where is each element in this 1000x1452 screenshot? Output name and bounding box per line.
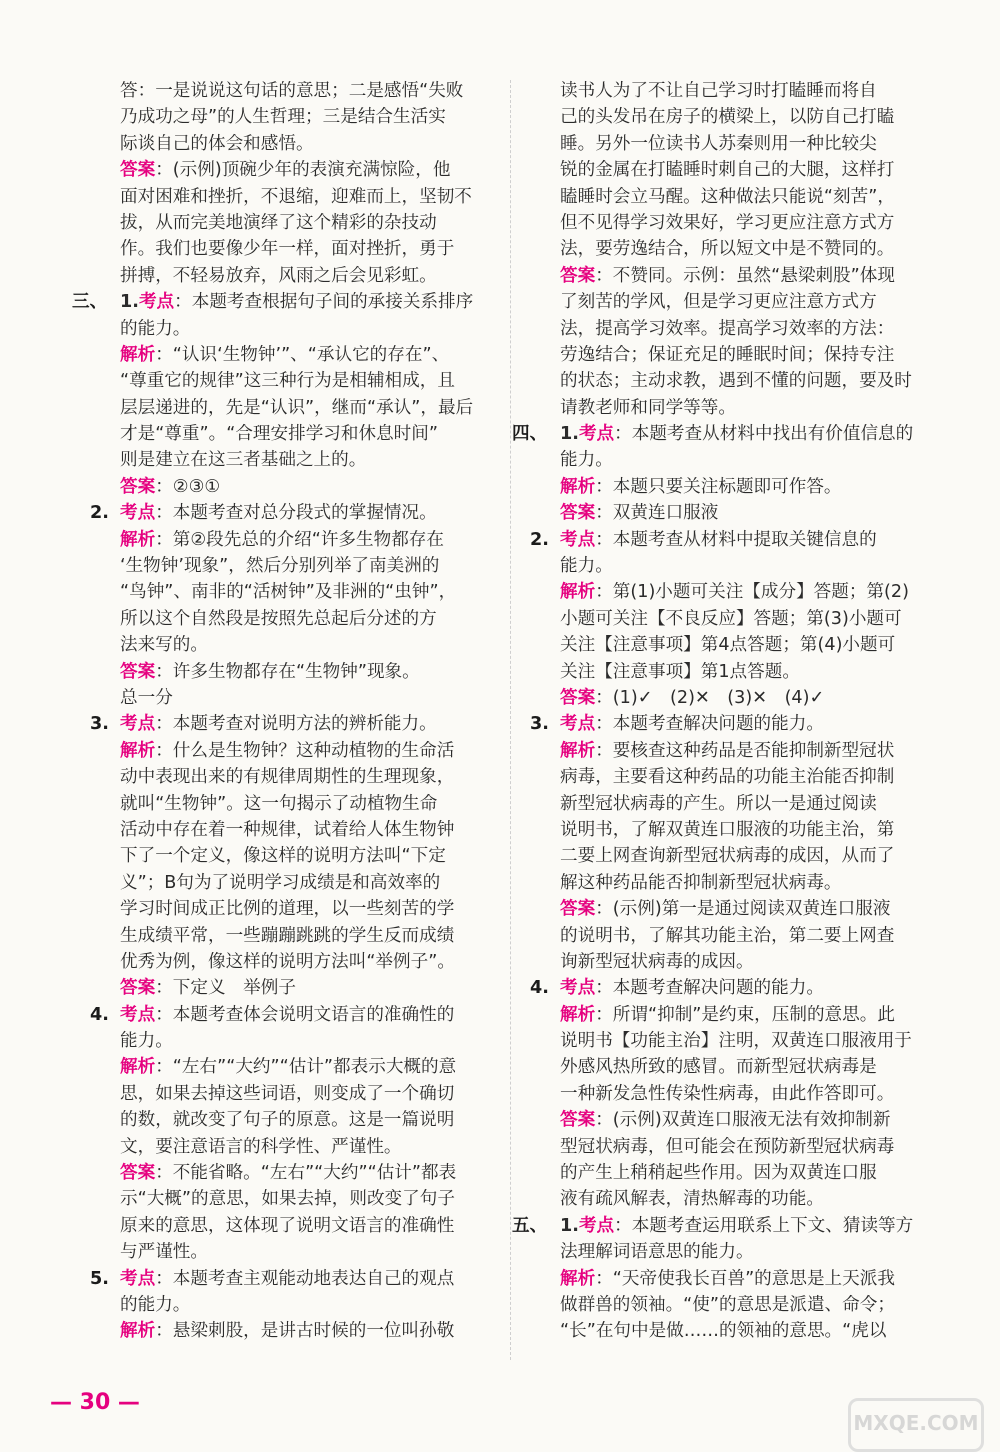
line-text: ：本题考查主观能动地表达自己的观点 [155, 1268, 455, 1289]
text-line [90, 1134, 490, 1160]
label-analysis: 解析 [560, 1268, 596, 1289]
line-text: 劳逸结合；保证充足的睡眠时间；保持专注 [560, 344, 895, 365]
text-line [530, 659, 930, 685]
line-text: ：不赞同。示例：虽然“悬梁刺股”体现 [595, 265, 895, 286]
text-line [530, 738, 930, 764]
line-text: 乃成功之母”的人生哲理；三是结合生活实 [120, 107, 446, 128]
line-text: 活动中存在着一种规律，试着给人体生物钟 [120, 819, 455, 840]
question-number: 1. [560, 1215, 579, 1236]
text-line [90, 1318, 490, 1344]
text-line [90, 1028, 490, 1054]
line-text: 的说明书，了解其功能主治，第二要上网查 [560, 925, 895, 946]
text-line [90, 131, 490, 157]
line-text: ：本题考查从材料中提取关键信息的 [595, 529, 877, 550]
line-text: 新型冠状病毒的产生。所以一是通过阅读 [560, 793, 877, 814]
right-column [512, 78, 930, 1345]
text-line [530, 236, 930, 262]
text-line [530, 342, 930, 368]
line-text: 文，要注意语言的科学性、严谨性。 [120, 1136, 402, 1157]
line-text: ：本题考查运用联系上下文、猜读等方 [614, 1215, 914, 1236]
question-number: 3. [530, 714, 549, 735]
text-line [90, 368, 490, 394]
text-line [90, 579, 490, 605]
line-text: 外感风热所致的感冒。而新型冠状病毒是 [560, 1057, 877, 1078]
question-number: 3. [90, 714, 109, 735]
line-text: 原来的意思，这体现了说明文语言的准确性 [120, 1215, 455, 1236]
text-line [530, 553, 930, 579]
text-line [90, 342, 490, 368]
text-line [530, 1054, 930, 1080]
line-text: ：(示例)第一是通过阅读双黄连口服液 [595, 899, 891, 920]
line-text: ：双黄连口服液 [595, 503, 719, 524]
question-number: 1. [120, 292, 139, 313]
text-line [512, 1213, 930, 1239]
text-line [90, 659, 490, 685]
label-analysis: 解析 [120, 740, 156, 761]
line-text: 关注【注意事项】第4点答题；第(4)小题可 [560, 635, 896, 656]
line-text: 法理解词语意思的能力。 [560, 1242, 754, 1263]
text-line [90, 975, 490, 1001]
label-analysis: 解析 [560, 476, 596, 497]
label-answer: 答案 [120, 978, 156, 999]
text-line [90, 738, 490, 764]
label-analysis: 解析 [120, 1057, 156, 1078]
line-text: 病毒，主要看这种药品的功能主治能否抑制 [560, 767, 895, 788]
text-line [90, 1213, 490, 1239]
text-line [530, 843, 930, 869]
text-line [72, 289, 490, 315]
text-line [530, 1002, 930, 1028]
line-text: 就叫“生物钟”。这一句揭示了动植物生命 [120, 793, 438, 814]
text-line [90, 711, 490, 737]
text-line [530, 1160, 930, 1186]
text-line [530, 1081, 930, 1107]
line-text: “尊重它的规律”这三种行为是相辅相成，且 [120, 371, 455, 392]
question-number: 5. [90, 1268, 109, 1289]
label-key-point: 考点 [560, 714, 596, 735]
text-line [90, 923, 490, 949]
text-line [90, 870, 490, 896]
line-text: ：“天帝使我长百兽”的意思是上天派我 [595, 1268, 895, 1289]
watermark-logo: MXQE.COM [848, 1398, 984, 1452]
text-line [530, 1134, 930, 1160]
text-line [90, 421, 490, 447]
line-text: 法，提高学习效率。提高学习效率的方法： [560, 318, 895, 339]
text-line [530, 975, 930, 1001]
line-text: ：本题考查对总分段式的掌握情况。 [155, 503, 437, 524]
label-key-point: 考点 [560, 529, 596, 550]
text-line [90, 1002, 490, 1028]
line-text: 层层递进的，先是“认识”，继而“承认”，最后 [120, 397, 474, 418]
line-text: ：不能省略。“左右”“大约”“估计”都表 [155, 1163, 457, 1184]
line-text: 能力。 [560, 450, 613, 471]
text-line [90, 474, 490, 500]
text-line [530, 1292, 930, 1318]
text-line [90, 896, 490, 922]
text-line [90, 1239, 490, 1265]
line-text: 了刻苦的学风，但是学习更应注意方式方 [560, 292, 877, 313]
text-line [90, 949, 490, 975]
text-line [530, 527, 930, 553]
text-line [530, 368, 930, 394]
line-text: ：(示例)顶碗少年的表演充满惊险，他 [155, 160, 451, 181]
line-text: ：本题只要关注标题即可作答。 [595, 476, 842, 497]
text-line [90, 78, 490, 104]
label-key-point: 考点 [560, 978, 596, 999]
text-line [90, 1107, 490, 1133]
line-text: ：(示例)双黄连口服液无法有效抑制新 [595, 1110, 891, 1131]
line-text: 二要上网查询新型冠状病毒的成因，从而了 [560, 846, 895, 867]
line-text: 锐的金属在打瞌睡时刺自己的大腿，这样打 [560, 160, 895, 181]
line-text: 拼搏，不轻易放弃，风雨之后会见彩虹。 [120, 265, 437, 286]
page-number: — 30 — [50, 1390, 140, 1415]
label-answer: 答案 [120, 476, 156, 497]
line-text: 义”；B句为了说明学习成绩是和高效率的 [120, 872, 441, 893]
label-key-point: 考点 [138, 292, 175, 313]
line-text: ：“左右”“大约”“估计”都表示大概的意 [155, 1057, 457, 1078]
text-line [90, 157, 490, 183]
line-text: 下了一个定义，像这样的说明方法叫“下定 [120, 846, 446, 867]
line-text: 答：一是说说这句话的意思；二是感悟“失败 [120, 81, 464, 101]
text-line [530, 104, 930, 130]
line-text: 的数，就改变了句子的原意。这是一篇说明 [120, 1110, 455, 1131]
line-text: 的状态；主动求教，遇到不懂的问题，要及时 [560, 371, 912, 392]
label-analysis: 解析 [560, 740, 596, 761]
question-number: 2. [530, 529, 549, 550]
text-line [530, 870, 930, 896]
line-text: 液有疏风解表，清热解毒的功能。 [560, 1189, 824, 1210]
text-line [530, 949, 930, 975]
section-number: 四、 [512, 424, 548, 445]
label-answer: 答案 [560, 687, 596, 708]
label-key-point: 考点 [120, 1004, 156, 1025]
text-line [90, 1292, 490, 1318]
line-text: “鸟钟”、南非的“活树钟”及非洲的“虫钟”， [120, 582, 457, 603]
text-line [530, 78, 930, 104]
text-line [90, 764, 490, 790]
line-text: “长”在句中是做……的领袖的意思。“虎以 [560, 1321, 887, 1342]
text-line [530, 896, 930, 922]
line-text: 瞌睡时会立马醒。这种做法只能说“刻苦”， [560, 186, 895, 207]
label-answer: 答案 [120, 661, 156, 682]
line-text: ：本题考查根据句子间的承接关系排序 [174, 292, 474, 313]
label-analysis: 解析 [560, 582, 596, 603]
text-line [530, 1107, 930, 1133]
line-text: 小题可关注【不良反应】答题；第(3)小题可 [560, 608, 902, 629]
line-text: 作。我们也要像少年一样，面对挫折，勇于 [120, 239, 455, 260]
text-line [90, 236, 490, 262]
text-line [90, 395, 490, 421]
text-line [530, 791, 930, 817]
text-line [90, 606, 490, 632]
line-text: 询新型冠状病毒的成因。 [560, 951, 754, 972]
text-line [90, 527, 490, 553]
text-line [90, 1266, 490, 1292]
line-text: ：本题考查体会说明文语言的准确性的 [155, 1004, 455, 1025]
line-text: 与严谨性。 [120, 1242, 208, 1263]
line-text: 的能力。 [120, 1294, 191, 1315]
text-line [530, 685, 930, 711]
line-text: 才是“尊重”。“合理安排学习和休息时间” [120, 424, 438, 445]
text-line [90, 843, 490, 869]
line-text: ：本题考查解决问题的能力。 [595, 714, 824, 735]
label-answer: 答案 [560, 899, 596, 920]
text-line [90, 210, 490, 236]
line-text: 示“大概”的意思，如果去掉，则改变了句子 [120, 1189, 455, 1210]
label-answer: 答案 [560, 265, 596, 286]
text-line [90, 553, 490, 579]
text-line [530, 210, 930, 236]
text-line [530, 316, 930, 342]
line-text: 睡。另外一位读书人苏秦则用一种比较尖 [560, 133, 877, 154]
line-text: ：第②段先总的介绍“许多生物都存在 [155, 529, 444, 550]
text-line [530, 1186, 930, 1212]
line-text: 际谈自己的体会和感悟。 [120, 133, 314, 154]
text-line [530, 263, 930, 289]
text-line [90, 817, 490, 843]
text-line [530, 474, 930, 500]
text-line [530, 500, 930, 526]
text-line [530, 923, 930, 949]
line-text: ：“认识‘生物钟’”、“承认它的存在”、 [155, 344, 450, 365]
line-text: 所以这个自然段是按照先总起后分述的方 [120, 608, 437, 629]
line-text: 则是建立在这三者基础之上的。 [120, 450, 367, 471]
label-answer: 答案 [560, 503, 596, 524]
question-number: 4. [90, 1004, 109, 1025]
line-text: ：本题考查从材料中找出有价值信息的 [614, 424, 914, 445]
line-text: ：(1)✓ (2)✕ (3)✕ (4)✓ [595, 687, 825, 708]
label-analysis: 解析 [120, 529, 156, 550]
text-line [90, 1081, 490, 1107]
text-line [530, 711, 930, 737]
line-text: 能力。 [560, 556, 613, 577]
line-text: ：什么是生物钟？这种动植物的生命活 [155, 740, 455, 761]
line-text: 己的头发吊在房子的横梁上，以防自己打瞌 [560, 107, 895, 128]
text-line [530, 184, 930, 210]
left-column [72, 78, 490, 1345]
line-text: 关注【注意事项】第1点答题。 [560, 661, 800, 682]
line-text: 一种新发急性传染性病毒，由此作答即可。 [560, 1083, 895, 1104]
text-line [530, 447, 930, 473]
text-line [530, 1028, 930, 1054]
line-text: ：本题考查解决问题的能力。 [595, 978, 824, 999]
line-text: ：第(1)小题可关注【成分】答题；第(2) [595, 582, 909, 603]
line-text: 思，如果去掉这些词语，则变成了一个确切 [120, 1083, 455, 1104]
text-line [530, 1318, 930, 1344]
label-analysis: 解析 [120, 1321, 156, 1342]
column-divider [510, 80, 511, 1360]
text-line [90, 1054, 490, 1080]
line-text: 面对困难和挫折，不退缩，迎难而上，坚韧不 [120, 186, 472, 207]
text-line [90, 685, 490, 711]
line-text: 型冠状病毒，但可能会在预防新型冠状病毒 [560, 1136, 895, 1157]
line-text: 的能力。 [120, 318, 191, 339]
text-line [90, 632, 490, 658]
line-text: 生成绩平常，一些蹦蹦跳跳的学生反而成绩 [120, 925, 455, 946]
text-line [530, 1266, 930, 1292]
line-text: ：所谓“抑制”是约束，压制的意思。此 [595, 1004, 895, 1025]
line-text: ：下定义 举例子 [155, 978, 296, 999]
line-text: 但不见得学习效果好，学习更应注意方式方 [560, 212, 895, 233]
text-line [530, 817, 930, 843]
text-line [90, 1160, 490, 1186]
label-key-point: 考点 [120, 1268, 156, 1289]
text-line [90, 500, 490, 526]
text-line [90, 447, 490, 473]
text-line [530, 579, 930, 605]
section-number: 五、 [512, 1215, 548, 1236]
label-answer: 答案 [120, 1163, 156, 1184]
label-key-point: 考点 [120, 714, 156, 735]
line-text: 学习时间成正比例的道理，以一些刻苦的学 [120, 899, 455, 920]
text-line [90, 184, 490, 210]
line-text: 说明书【功能主治】注明，双黄连口服液用于 [560, 1031, 912, 1052]
line-text: 读书人为了不让自己学习时打瞌睡而将自 [560, 81, 877, 101]
line-text: 总一分 [120, 687, 173, 708]
text-line [530, 764, 930, 790]
line-text: ：要核查这种药品是否能抑制新型冠状 [595, 740, 895, 761]
line-text: 的产生上稍稍起些作用。因为双黄连口服 [560, 1163, 877, 1184]
question-number: 2. [90, 503, 109, 524]
text-line [530, 131, 930, 157]
line-text: ：许多生物都存在“生物钟”现象。 [155, 661, 420, 682]
text-line [530, 632, 930, 658]
text-line [90, 1186, 490, 1212]
text-line [512, 421, 930, 447]
label-key-point: 考点 [578, 424, 615, 445]
text-line [530, 289, 930, 315]
label-key-point: 考点 [578, 1215, 615, 1236]
text-line [530, 606, 930, 632]
line-text: 能力。 [120, 1031, 173, 1052]
line-text: ：悬梁刺股，是讲古时候的一位叫孙敬 [155, 1321, 455, 1342]
label-analysis: 解析 [560, 1004, 596, 1025]
line-text: ：②③① [155, 476, 221, 497]
label-answer: 答案 [120, 160, 156, 181]
line-text: 优秀为例，像这样的说明方法叫“举例子”。 [120, 951, 455, 972]
line-text: 法，要劳逸结合，所以短文中是不赞同的。 [560, 239, 895, 260]
label-answer: 答案 [560, 1110, 596, 1131]
text-line [530, 1239, 930, 1265]
text-line [530, 157, 930, 183]
label-analysis: 解析 [120, 344, 156, 365]
text-line [530, 395, 930, 421]
line-text: ：本题考查对说明方法的辨析能力。 [155, 714, 437, 735]
text-line [90, 104, 490, 130]
line-text: 解这种药品能否抑制新型冠状病毒。 [560, 872, 842, 893]
line-text: ‘生物钟’现象”，然后分别列举了南美洲的 [120, 556, 440, 577]
line-text: 做群兽的领袖。“使”的意思是派遣、命令； [560, 1294, 895, 1315]
text-line [90, 791, 490, 817]
question-number: 1. [560, 424, 579, 445]
question-number: 4. [530, 978, 549, 999]
line-text: 动中表现出来的有规律周期性的生理现象， [120, 767, 455, 788]
line-text: 法来写的。 [120, 635, 208, 656]
line-text: 说明书，了解双黄连口服液的功能主治，第 [560, 819, 895, 840]
section-number: 三、 [72, 292, 108, 313]
line-text: 拔，从而完美地演绎了这个精彩的杂技动 [120, 212, 437, 233]
label-key-point: 考点 [120, 503, 156, 524]
text-line [90, 316, 490, 342]
text-line [90, 263, 490, 289]
line-text: 请教老师和同学等等。 [560, 397, 736, 418]
